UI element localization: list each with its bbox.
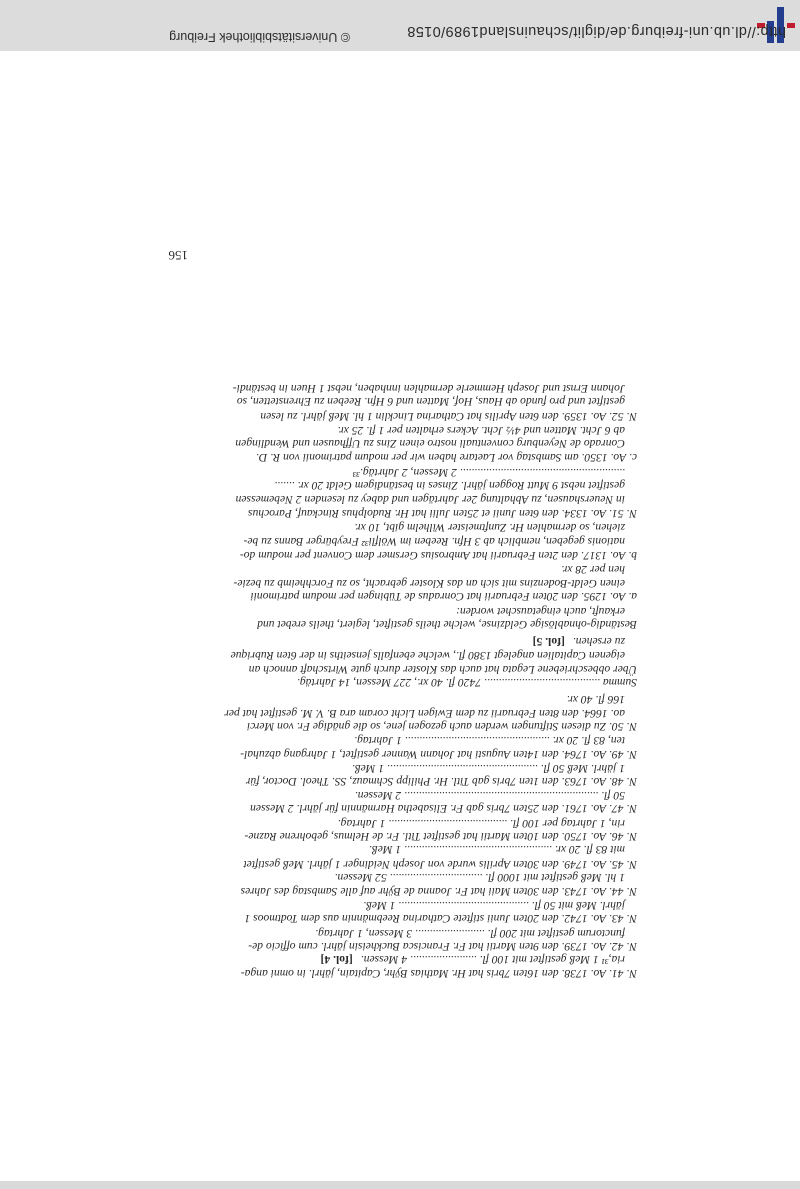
text-line xyxy=(240,747,637,761)
text-line-content: Über obbeschriebene Legata hat auch das Kloster durch gute Wirtschaft annoch an xyxy=(248,663,637,676)
text-line-content: ria,³¹ 1 Meß gestiftet mit 100 fl. ....................... 4 Messen. xyxy=(360,953,625,966)
text-line-content: a. Ao. 1295. den 20ten Februarii hat Conradus de Tübingen per modum patrimonii xyxy=(250,590,637,603)
text-line xyxy=(231,648,625,662)
footer-copyright: © Universitätsbibliothek Freiburg xyxy=(169,30,350,44)
text-line-content: rin, 1 Jahrtag per 100 fl. ......................................... 1 Jahrtag. xyxy=(337,817,625,830)
text-line-content: nationis gegeben, nemblich ab 3 Hfn. Reeben im Wölfli³² Freybürger Banns zu be- xyxy=(243,535,625,548)
text-line-content: Beständig-ohnablösige Geldzinse, welche theils gestiftet, legiert, theils erebet und xyxy=(257,618,637,631)
text-line-content: gestiftet nebst 9 Mutt Roggen jährl. Zinses in beständigem Geldt 20 xr. ....... xyxy=(274,479,625,492)
text-line-content: c. Ao. 1350. am Sambstag vor Laetare haben wir per modum patrimonii von R. D. xyxy=(256,451,637,464)
text-line-content: functorum gestiftet mit 200 fl. ........................ 3 Messen, 1 Jahrtag. xyxy=(315,927,625,940)
text-line xyxy=(256,450,637,464)
text-line xyxy=(338,816,625,830)
text-line xyxy=(352,761,625,775)
text-line-content: erkauft, auch eingetauschet worden: xyxy=(456,605,625,618)
text-line xyxy=(248,939,637,953)
text-line xyxy=(335,870,625,884)
text-line xyxy=(297,675,637,689)
text-line xyxy=(257,617,637,631)
text-line xyxy=(236,492,625,506)
text-line xyxy=(354,520,625,534)
text-line xyxy=(235,436,625,450)
text-line xyxy=(243,534,625,548)
text-line-content: N. 45. Ao. 1749. den 30ten Aprilis wurde von Joseph Neidinger 1 jährl. Meß gestiftet xyxy=(243,858,637,871)
text-line xyxy=(355,788,625,802)
text-line-content: N. 41. Ao. 1738. den 16ten 7bris hat Hr. Mathias Bÿhr, Capitain, jährl. in omni anga- xyxy=(240,967,637,980)
text-line-content: ten, 83 fl. 20 xr. .................................................. 1 Jahrtag. xyxy=(354,734,625,747)
text-line-content: ......................................................... 2 Messen, 2 Jahrtäg.³³ xyxy=(353,466,625,479)
text-line-content: in Neuershausen, zu Abhaltung 2er Jahrtägen und dabey zu lesenden 2 Nebemessen xyxy=(235,493,625,506)
folio-marker: [fol. 4] xyxy=(320,953,353,966)
text-line-content: einen Geldt-Bodenzins mit sich an das Kloster gebracht, so zu Forchheimb zu bezie- xyxy=(233,577,625,590)
text-line-content: b. Ao. 1317. den 2ten Februarii hat Ambrosius Gersmer dem Convent per modum do- xyxy=(239,549,637,562)
text-line xyxy=(244,829,637,843)
text-line xyxy=(260,409,637,423)
text-line xyxy=(315,926,625,940)
text-line xyxy=(240,548,637,562)
text-line xyxy=(363,898,625,912)
text-line xyxy=(250,589,637,603)
text-line-content: N. 44. Ao. 1743. den 30ten Maii hat Fr. Joanna de Bÿhr auf alle Sambstag des Jahres xyxy=(240,885,637,898)
text-line xyxy=(274,478,625,492)
text-line xyxy=(248,506,637,520)
text-line xyxy=(353,465,625,479)
text-line xyxy=(241,884,637,898)
text-line-content: 166 fl. 40 xr. xyxy=(566,693,625,706)
page-bottom-rule xyxy=(0,1181,800,1189)
text-line xyxy=(234,576,625,590)
text-line-content: N. 48. Ao. 1763. den 1ten 7bris gab Titl. Hr. Philipp Schmauz, SS. Theol. Doctor, für xyxy=(245,775,637,788)
text-line-content: 50 fl. ................................................................... 2 Messen. xyxy=(354,789,625,802)
text-line xyxy=(250,801,637,815)
text-line-content: Summa ........................................ 7420 fl. 40 xr., 227 Messen, 14 Jahrtäg. xyxy=(296,676,637,689)
text-line-content: mit 83 fl. 20 xr. ................................................... 1 Meß. xyxy=(368,843,625,856)
text-line xyxy=(338,423,625,437)
text-line-content: gestiftet und pro fundo ab Haus, Hof, Matten und 6 Hfn. Reeben zu Ehrenstetten, so xyxy=(236,395,625,408)
text-line-content: N. 46. Ao. 1750. den 10ten Martii hat gestiftet Titl. Fr. de Helmus, gebohrene Razne- xyxy=(244,830,637,843)
text-line-content: Johann Ernst und Joseph Hemmerle dermahlen innhaben, nebst 1 Huen in beständi- xyxy=(232,382,625,395)
text-line-content: Conrado de Neyenburg conventuali nostro einen Zins zu Uffhausen und Wendlingen xyxy=(235,437,625,450)
footer-url-link[interactable]: http://dl.ub.uni-freiburg.de/diglit/schauinsland1989/0158 xyxy=(406,23,786,39)
text-line-content: N. 50. Zu diesen Stiftungen werden auch gezogen jene, so die gnädige Fr. von Merci xyxy=(246,720,637,733)
text-line-content: N. 52. Ao. 1359. den 6ten Aprilis hat Catharina Lincklin 1 hl. Meß jährl. zu lesen xyxy=(260,410,637,423)
text-line xyxy=(244,911,637,925)
text-line-content: 1 jährl. Meß 50 fl. .................................................... 1 Meß. xyxy=(351,762,625,775)
text-line xyxy=(224,706,625,720)
text-line xyxy=(249,662,637,676)
text-line-content: N. 43. Ao. 1742. den 20ten Junii stiftete Catharina Reebmännin aus dem Todtmoos 1 xyxy=(244,912,637,925)
text-line-content: 1 hl. Meß gestiftet mit 1000 fl. ................................ 52 Messen. xyxy=(334,871,625,884)
text-line xyxy=(369,842,625,856)
text-line xyxy=(321,952,625,966)
text-line-content: N. 51. Ao. 1334. den 6ten Junii et 25ten Julii hat Hr. Rudolphus Rinckauf, Parochus xyxy=(248,507,637,520)
text-line xyxy=(533,634,625,648)
text-line-content: N. 49. Ao. 1764. den 14ten Augusti hat Johann Wanner gestiftet, 1 Jahrgang abzuhal- xyxy=(240,748,637,761)
text-line xyxy=(237,394,625,408)
text-line xyxy=(456,604,625,618)
text-line xyxy=(354,733,625,747)
text-line-content: ab 6 Jcht. Matten und 4½ Jcht. Ackers erhalten per 1 fl. 25 xr. xyxy=(337,424,625,437)
text-line xyxy=(567,692,625,706)
text-line-content: ziehen, so dermahlen Hr. Zunftmeister Wilhelm gibt, 10 xr. xyxy=(354,521,625,534)
text-line-content: eigenen Capitalien angelegt 1380 fl., welche ebenfalls jenseiths in der 6ten Rubrique xyxy=(230,649,625,662)
text-line-content: N. 47. Ao. 1761. den 25ten 7bris gab Fr. Elisabetha Harmännin für jährl. 2 Messen xyxy=(250,802,637,815)
text-line-content: hen per 28 xr. xyxy=(561,563,625,576)
text-line xyxy=(246,774,637,788)
text-line xyxy=(233,381,625,395)
text-line xyxy=(241,966,637,980)
folio-marker: [fol. 5] xyxy=(532,635,565,648)
text-line-content: N. 42. Ao. 1739. den 9ten Martii hat Fr. Francisca Buckheisin jährl. cum officio de- xyxy=(248,940,637,953)
text-line xyxy=(243,857,637,871)
text-line xyxy=(561,562,625,576)
page-number: 156 xyxy=(168,248,188,263)
text-line-content: zu ersehen. xyxy=(572,635,625,648)
text-line-content: jährl. Meß mit 50 fl. ............................................. 1 Meß. xyxy=(363,899,625,912)
text-line xyxy=(247,719,637,733)
text-line-content: ao. 1664. den 8ten Februarii zu dem Ewigen Licht coram ara B. V. M. gestiftet hat per xyxy=(224,707,625,720)
